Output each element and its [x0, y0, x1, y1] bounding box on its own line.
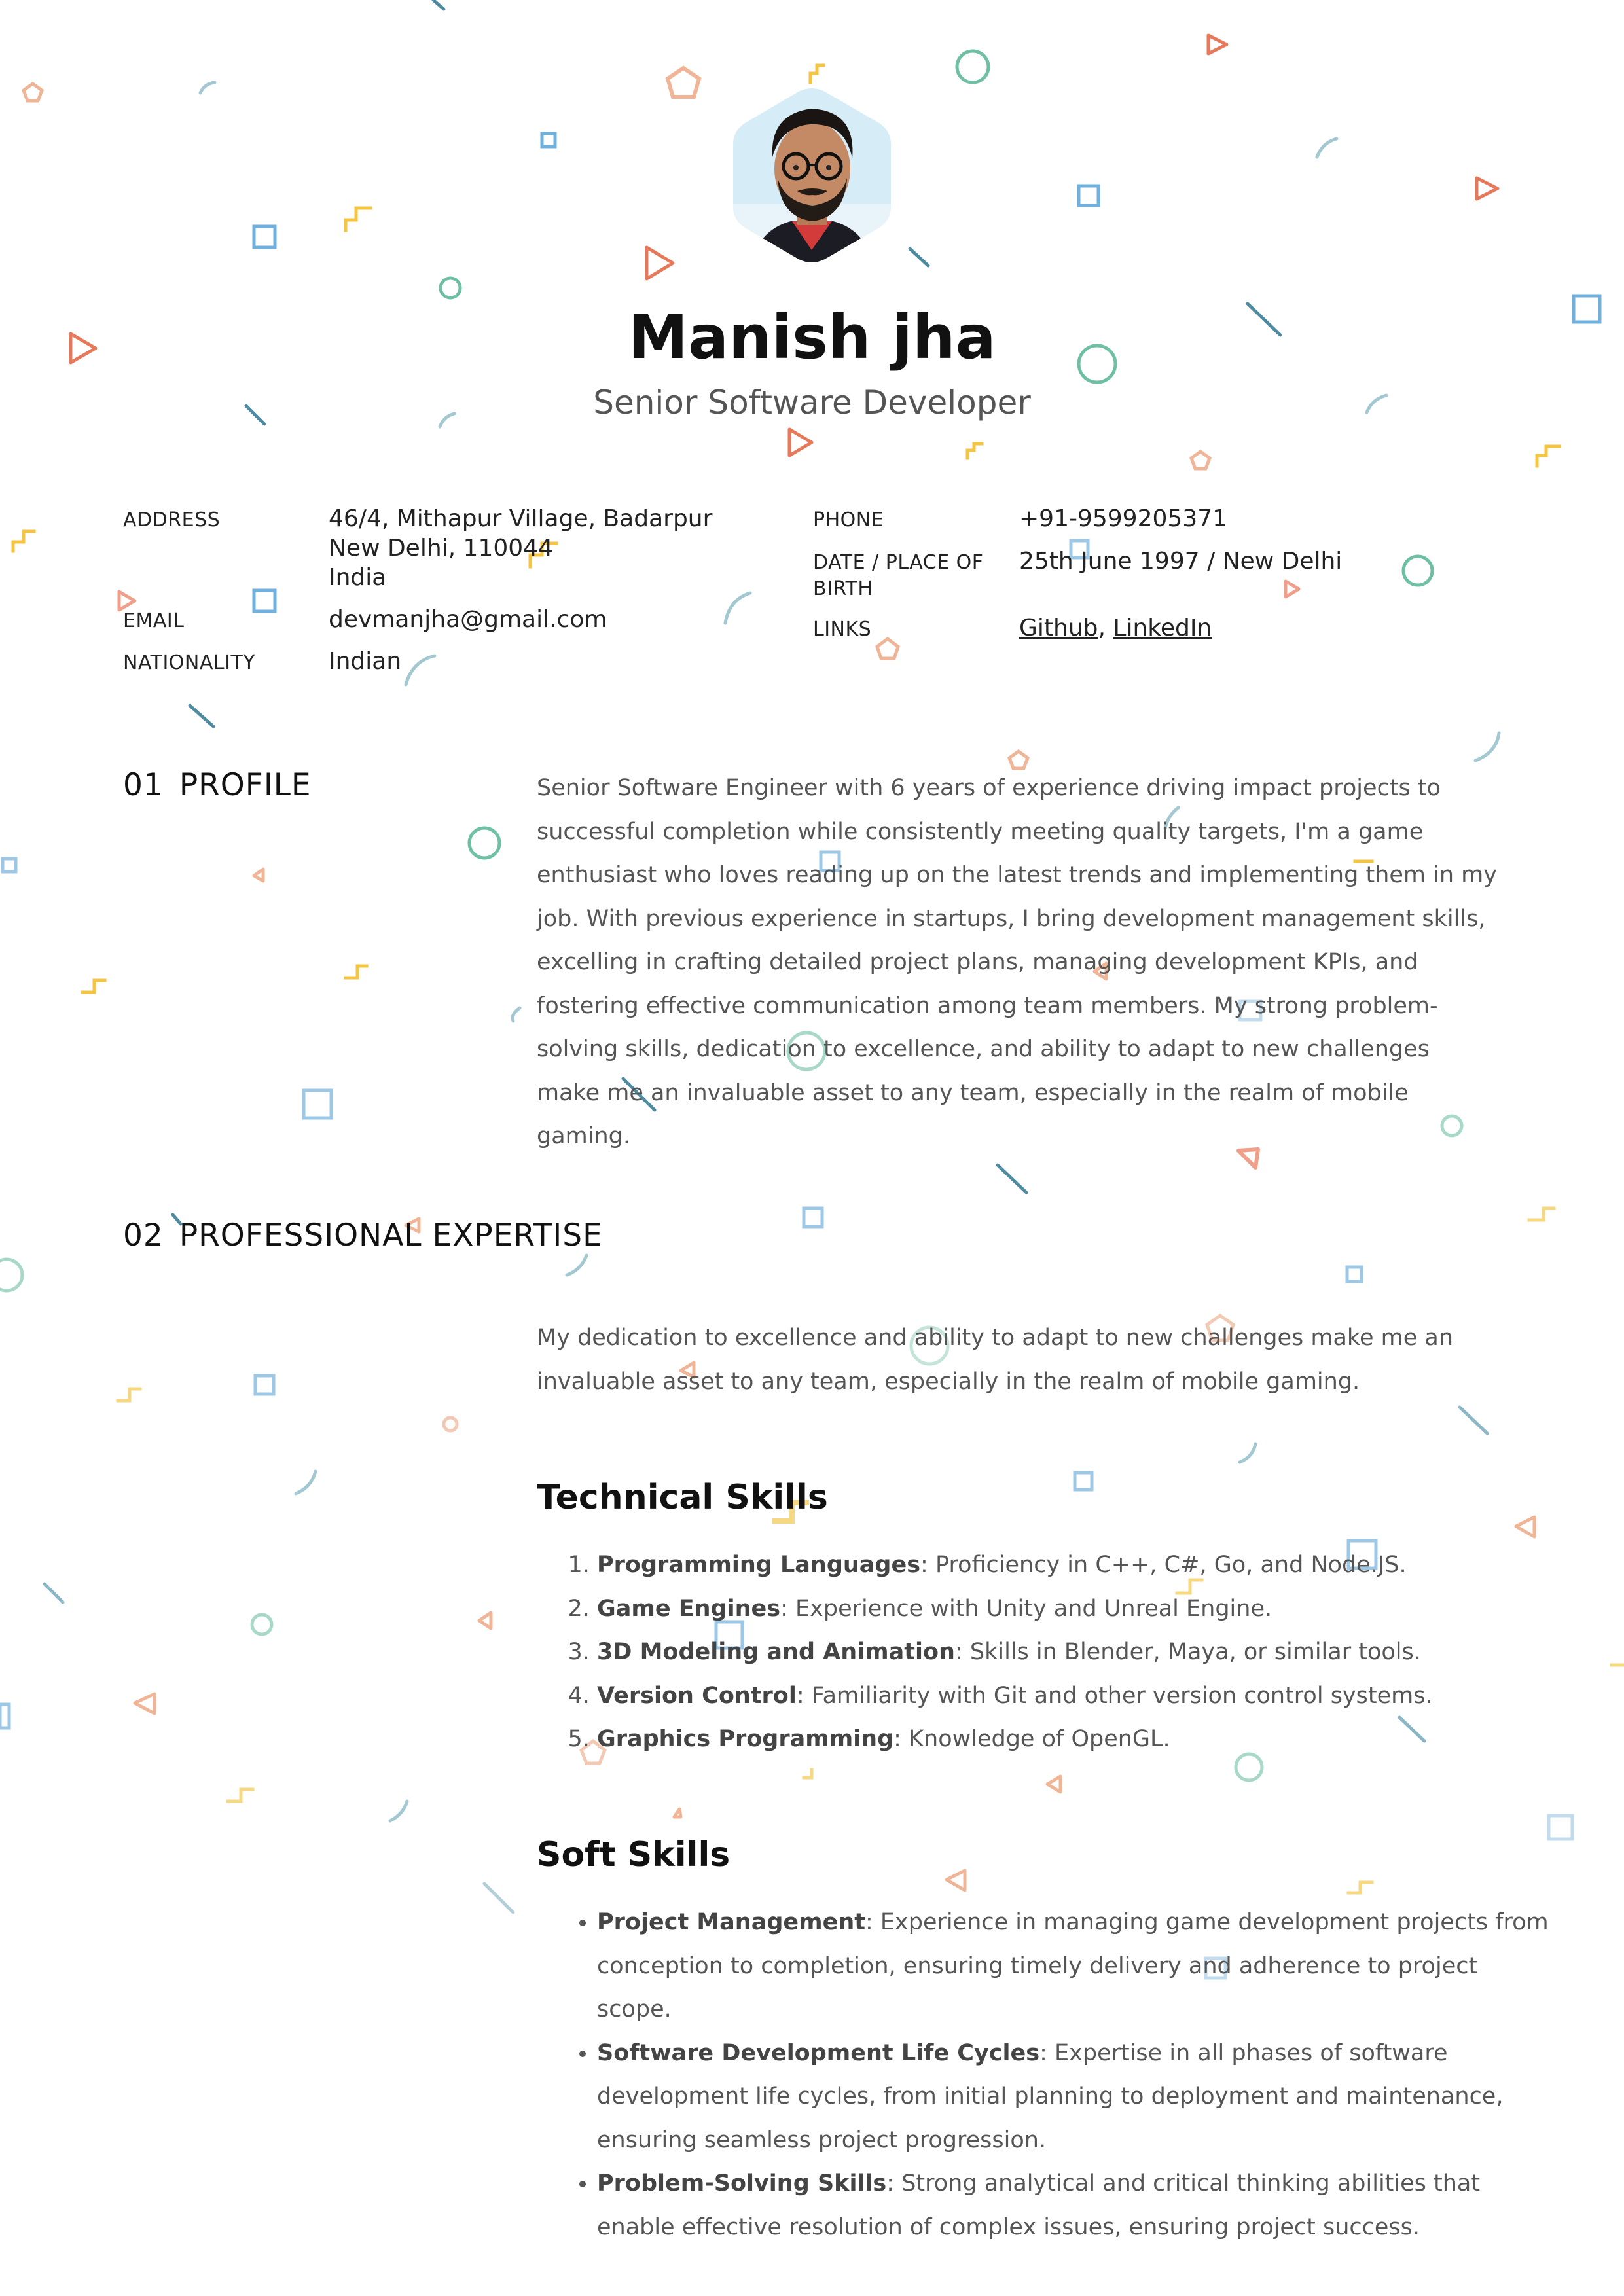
skill-name: Version Control [597, 1682, 797, 1709]
phone-label: PHONE [813, 509, 884, 531]
skill-name: Game Engines [597, 1595, 781, 1622]
phone-value: +91-9599205371 [1019, 505, 1228, 532]
links-value [1019, 613, 1212, 643]
job-title: Senior Software Developer [593, 384, 1031, 422]
github-link[interactable]: Github [1019, 615, 1098, 641]
technical-skills-list [537, 1543, 1559, 1761]
skill-name: 3D Modeling and Animation [597, 1639, 955, 1665]
email-value: devmanjha@gmail.com [329, 606, 607, 633]
list-item [597, 1630, 1559, 1674]
dob-value: 25th June 1997 / New Delhi [1019, 548, 1343, 575]
dob-label-line-1: DATE / PLACE OF [813, 551, 984, 574]
linkedin-link[interactable]: LinkedIn [1113, 615, 1212, 641]
skill-desc: : Knowledge of OpenGL. [893, 1726, 1170, 1752]
profile-text: Senior Software Engineer with 6 years of experience driving impact projects to successful completion while consistently meeting quality targets, I'm a game enthusiast who loves reading up on the latest trends and implementing them in my job. With previous experience in startups, I bring development management skills, excelling in crafting detailed project plans, managing development KPIs, and fostering effective communication among team members. My strong problem-solving skills, dedication to excellence, and ability to adapt to new challenges make me an invaluable asset to any team, especially in the realm of mobile gaming. [537, 775, 1497, 1149]
address-line-2: New Delhi, 110044 [329, 535, 553, 562]
skill-desc: : Experience with Unity and Unreal Engine. [780, 1595, 1272, 1622]
skill-name: Project Management [597, 1909, 865, 1935]
skill-desc: : Skills in Blender, Maya, or similar tools. [954, 1639, 1421, 1665]
list-item [597, 2162, 1559, 2249]
soft-skills-list [537, 1901, 1559, 2249]
section-title: PROFILE [179, 767, 312, 803]
soft-skills-heading: Soft Skills [537, 1835, 731, 1874]
list-item [597, 1674, 1559, 1718]
list-item [597, 2032, 1559, 2162]
profile-photo [732, 86, 892, 264]
list-item [597, 1901, 1559, 2032]
skill-desc: : Familiarity with Git and other version control systems. [796, 1682, 1433, 1709]
nationality-label: NATIONALITY [123, 651, 256, 674]
address-line-1: 46/4, Mithapur Village, Badarpur [329, 505, 713, 532]
links-label: LINKS [813, 618, 872, 641]
technical-skills-heading: Technical Skills [537, 1478, 828, 1517]
expertise-heading [123, 1217, 603, 1253]
skill-name: Graphics Programming [597, 1726, 894, 1752]
skill-name: Software Development Life Cycles [597, 2039, 1040, 2066]
list-item [597, 1587, 1559, 1631]
address-label: ADDRESS [123, 509, 221, 531]
skill-name: Programming Languages [597, 1552, 921, 1578]
section-number: 01 [123, 767, 164, 803]
address-value [329, 504, 712, 592]
email-label: EMAIL [123, 609, 185, 632]
address-line-3: India [329, 564, 387, 591]
list-item [597, 1717, 1559, 1761]
list-item [597, 1543, 1559, 1587]
profile-heading [123, 767, 312, 803]
skill-desc: : Expertise in all phases of software development life cycles, from initial planning to deployment and maintenance, ensuring seamless project progression. [597, 2039, 1504, 2153]
candidate-name: Manish jha [628, 302, 996, 372]
dob-label-line-2: BIRTH [813, 577, 873, 600]
skill-name: Problem-Solving Skills [597, 2170, 887, 2197]
dob-label [813, 550, 984, 602]
skill-desc: : Proficiency in C++, C#, Go, and Node.JS. [920, 1552, 1407, 1578]
skill-desc: : Strong analytical and critical thinking abilities that enable effective resolution of complex issues, ensuring project success. [597, 2170, 1481, 2240]
nationality-value: Indian [329, 648, 402, 675]
expertise-intro: My dedication to excellence and ability to adapt to new challenges make me an invaluable asset to any team, especially in the realm of mobile gaming. [537, 1325, 1453, 1395]
section-number: 02 [123, 1217, 164, 1253]
skill-desc: : Experience in managing game development projects from conception to completion, ensuring timely delivery and adherence to project scope. [597, 1909, 1549, 2022]
section-title: PROFESSIONAL EXPERTISE [179, 1217, 603, 1253]
link-separator: , [1098, 615, 1113, 641]
